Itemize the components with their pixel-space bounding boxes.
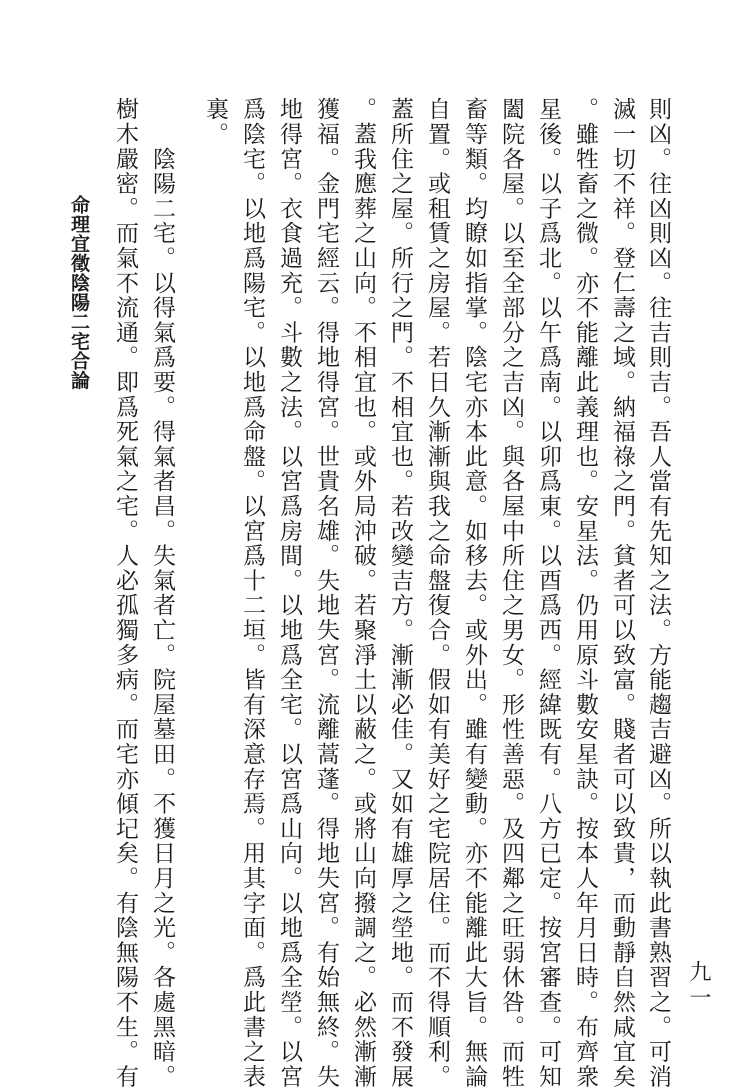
text-column-1: 則凶。往凶則凶。往吉則吉。吾人當有先知之法。方能趨吉避凶。所以執此書熟習之。可消: [645, 97, 671, 1089]
text-column-9: 。蓋我應葬之山向。不相宜也。或外局沖破。若聚淨土以蔽之。或將山向撥調之。必然漸漸: [350, 97, 376, 1089]
text-column-8: 蓋所住之屋。所行之門。不相宜也。若改變吉方。漸漸必佳。又如有雄厚之塋地。而不發展: [387, 97, 413, 1089]
text-column-13: 裏。: [202, 97, 228, 147]
page-number: 九一: [686, 960, 711, 1012]
text-column-15: 樹木嚴密。而氣不流通。即爲死氣之宅。人必孤獨多病。而宅亦傾圮矣。有陰無陽不生。有: [112, 97, 138, 1089]
text-column-12: 爲陰宅。以地爲陽宅。以地爲命盤。以宮爲十二垣。皆有深意存焉。用其字面。爲此書之表: [239, 97, 265, 1089]
page-header: 命理宜徵陰陽二宅合論: [68, 195, 90, 390]
text-column-4: 星後。以子爲北。以午爲南。以卯爲東。以酉爲西。經緯既有。八方已定。按宮審查。可知: [535, 97, 561, 1089]
text-column-11: 地得宮。衣食過充。斗數之法。以宮爲房間。以地爲全宅。以宮爲山向。以地爲全塋。以宮: [276, 97, 302, 1089]
text-column-5: 闔院各屋。以至全部分之吉凶。與各屋中所住之男女。形性善惡。及四鄰之旺弱休咎。而牲: [498, 97, 524, 1089]
text-column-2: 滅一切不祥。登仁壽之域。納福祿之門。貧者可以致富。賤者可以致貴，而動靜自然咸宜矣: [609, 97, 635, 1089]
text-column-7: 自置。或租賃之房屋。若日久漸漸與我之命盤復合。假如有美好之宅院居住。而不得順利。: [424, 97, 450, 1089]
text-column-3: 。雖牲畜之微。亦不能離此義理也。安星法。仍用原斗數安星訣。按本人年月日時。布齊衆: [572, 97, 598, 1089]
text-column-14: 陰陽二宅。以得氣爲要。得氣者昌。失氣者亡。院屋墓田。不獲日月之光。各處黑暗。: [149, 97, 175, 1089]
text-column-6: 畜等類。均瞭如指掌。陰宅亦本此意。如移去。或外出。雖有變動。亦不能離此大旨。無論: [461, 97, 487, 1089]
text-column-10: 獲福。金門宅經云。得地得宮。世貴名雄。失地失宮。流離蒿蓬。得地失宮。有始無終。失: [313, 97, 339, 1089]
